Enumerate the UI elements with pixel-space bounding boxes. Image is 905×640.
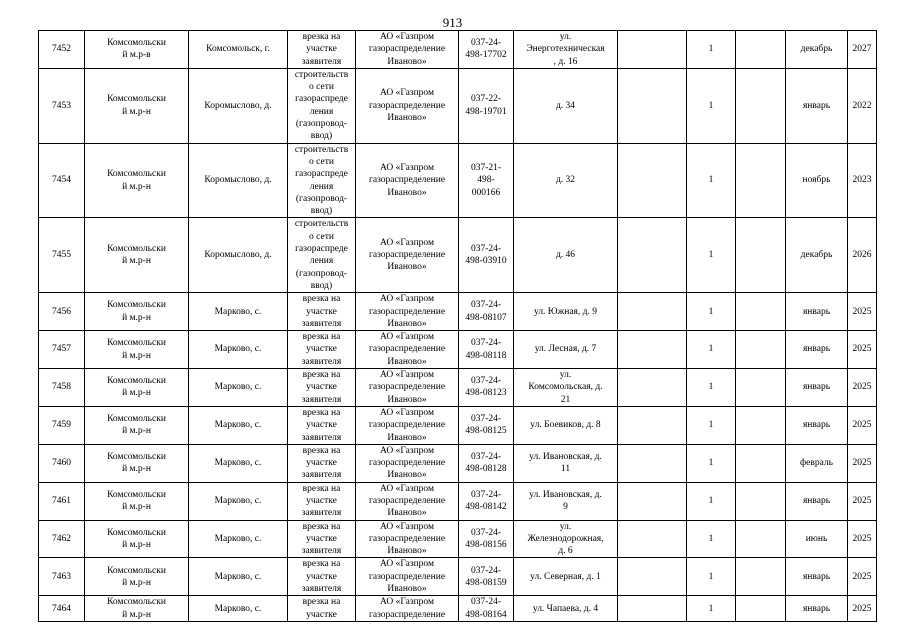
table-row [39,369,877,407]
registry-table [38,30,877,622]
district-cell: Комсомольски й м.р-н [85,596,189,622]
quantity-cell: 1 [687,143,736,218]
month-cell: январь [786,482,848,520]
empty-cell [736,331,786,369]
empty-cell [618,482,687,520]
application-code-cell: 037-22- 498-19701 [459,68,514,143]
application-code-cell: 037-24- 498-08123 [459,369,514,407]
organization-cell: АО «Газпром газораспределение Иваново» [356,520,459,558]
quantity-cell: 1 [687,596,736,622]
address-cell: д. 34 [514,68,618,143]
quantity-cell: 1 [687,31,736,69]
month-cell: январь [786,558,848,596]
year-cell: 2025 [848,520,877,558]
month-cell: январь [786,596,848,622]
connection-method-cell: врезка на участке заявителя [288,520,356,558]
empty-cell [736,369,786,407]
address-cell: ул. Северная, д. 1 [514,558,618,596]
empty-cell [618,596,687,622]
district-cell: Комсомольски й м.р-в [85,31,189,69]
application-code-cell: 037-24- 498-08107 [459,293,514,331]
district-cell: Комсомольски й м.р-н [85,331,189,369]
address-cell: д. 46 [514,218,618,293]
organization-cell: АО «Газпром газораспределение Иваново» [356,558,459,596]
district-cell: Комсомольски й м.р-н [85,406,189,444]
locality-cell: Марково, с. [189,293,288,331]
year-cell: 2027 [848,31,877,69]
table-row [39,31,877,69]
empty-cell [736,31,786,69]
organization-cell: АО «Газпром газораспределение Иваново» [356,482,459,520]
table-body [39,31,877,622]
connection-method-cell: строительств о сети газораспреде ления (газопровод- ввод) [288,218,356,293]
empty-cell [736,558,786,596]
empty-cell [618,218,687,293]
table-row [39,68,877,143]
district-cell: Комсомольски й м.р-н [85,68,189,143]
table-row [39,218,877,293]
locality-cell: Марково, с. [189,444,288,482]
address-cell: ул. Южная, д. 9 [514,293,618,331]
month-cell: декабрь [786,218,848,293]
connection-method-cell: врезка на участке [288,596,356,622]
row-number-cell: 7454 [39,143,85,218]
connection-method-cell: врезка на участке заявителя [288,482,356,520]
locality-cell: Марково, с. [189,520,288,558]
locality-cell: Коромыслово, д. [189,143,288,218]
year-cell: 2025 [848,331,877,369]
row-number-cell: 7453 [39,68,85,143]
table-row [39,293,877,331]
organization-cell: АО «Газпром газораспределение Иваново» [356,331,459,369]
row-number-cell: 7459 [39,406,85,444]
year-cell: 2025 [848,482,877,520]
district-cell: Комсомольски й м.р-н [85,482,189,520]
year-cell: 2025 [848,369,877,407]
locality-cell: Марково, с. [189,406,288,444]
organization-cell: АО «Газпром газораспределение Иваново» [356,218,459,293]
connection-method-cell: врезка на участке заявителя [288,558,356,596]
quantity-cell: 1 [687,406,736,444]
organization-cell: АО «Газпром газораспределение Иваново» [356,369,459,407]
empty-cell [736,482,786,520]
row-number-cell: 7462 [39,520,85,558]
month-cell: февраль [786,444,848,482]
table-row [39,406,877,444]
district-cell: Комсомольски й м.р-н [85,444,189,482]
empty-cell [618,331,687,369]
application-code-cell: 037-24- 498-08164 [459,596,514,622]
organization-cell: АО «Газпром газораспределение Иваново» [356,68,459,143]
organization-cell: АО «Газпром газораспределение Иваново» [356,444,459,482]
district-cell: Комсомольски й м.р-н [85,218,189,293]
row-number-cell: 7464 [39,596,85,622]
address-cell: ул. Железнодорожная, д. 6 [514,520,618,558]
quantity-cell: 1 [687,520,736,558]
organization-cell: АО «Газпром газораспределение Иваново» [356,293,459,331]
month-cell: январь [786,331,848,369]
locality-cell: Марково, с. [189,369,288,407]
district-cell: Комсомольски й м.р-н [85,293,189,331]
empty-cell [618,293,687,331]
empty-cell [736,406,786,444]
empty-cell [618,369,687,407]
empty-cell [618,143,687,218]
address-cell: ул. Чапаева, д. 4 [514,596,618,622]
connection-method-cell: врезка на участке заявителя [288,293,356,331]
address-cell: ул. Энерготехническая , д. 16 [514,31,618,69]
locality-cell: Марково, с. [189,331,288,369]
row-number-cell: 7463 [39,558,85,596]
locality-cell: Марково, с. [189,482,288,520]
table-row [39,143,877,218]
year-cell: 2025 [848,596,877,622]
application-code-cell: 037-24- 498-03910 [459,218,514,293]
application-code-cell: 037-24- 498-17702 [459,31,514,69]
empty-cell [618,406,687,444]
quantity-cell: 1 [687,482,736,520]
address-cell: ул. Ивановская, д. 9 [514,482,618,520]
month-cell: январь [786,406,848,444]
locality-cell: Марково, с. [189,596,288,622]
application-code-cell: 037-24- 498-08125 [459,406,514,444]
quantity-cell: 1 [687,444,736,482]
application-code-cell: 037-24- 498-08128 [459,444,514,482]
locality-cell: Марково, с. [189,558,288,596]
organization-cell: АО «Газпром газораспределение [356,596,459,622]
month-cell: январь [786,68,848,143]
row-number-cell: 7457 [39,331,85,369]
table-row [39,558,877,596]
empty-cell [618,444,687,482]
district-cell: Комсомольски й м.р-н [85,143,189,218]
application-code-cell: 037-24- 498-08159 [459,558,514,596]
month-cell: декабрь [786,31,848,69]
application-code-cell: 037-21- 498- 000166 [459,143,514,218]
organization-cell: АО «Газпром газораспределение Иваново» [356,143,459,218]
quantity-cell: 1 [687,369,736,407]
row-number-cell: 7456 [39,293,85,331]
table-row [39,596,877,622]
empty-cell [736,218,786,293]
month-cell: июнь [786,520,848,558]
year-cell: 2023 [848,143,877,218]
quantity-cell: 1 [687,293,736,331]
table-row [39,482,877,520]
connection-method-cell: врезка на участке заявителя [288,331,356,369]
row-number-cell: 7461 [39,482,85,520]
row-number-cell: 7458 [39,369,85,407]
year-cell: 2025 [848,558,877,596]
connection-method-cell: врезка на участке заявителя [288,406,356,444]
year-cell: 2026 [848,218,877,293]
row-number-cell: 7455 [39,218,85,293]
connection-method-cell: строительств о сети газораспреде ления (газопровод- ввод) [288,143,356,218]
district-cell: Комсомольски й м.р-н [85,369,189,407]
application-code-cell: 037-24- 498-08156 [459,520,514,558]
year-cell: 2025 [848,293,877,331]
application-code-cell: 037-24- 498-08118 [459,331,514,369]
quantity-cell: 1 [687,218,736,293]
empty-cell [736,520,786,558]
address-cell: ул. Лесная, д. 7 [514,331,618,369]
address-cell: ул. Боевиков, д. 8 [514,406,618,444]
year-cell: 2025 [848,444,877,482]
application-code-cell: 037-24- 498-08142 [459,482,514,520]
empty-cell [736,68,786,143]
connection-method-cell: врезка на участке заявителя [288,369,356,407]
connection-method-cell: строительств о сети газораспреде ления (газопровод- ввод) [288,68,356,143]
table-row [39,331,877,369]
connection-method-cell: врезка на участке заявителя [288,31,356,69]
quantity-cell: 1 [687,68,736,143]
organization-cell: АО «Газпром газораспределение Иваново» [356,31,459,69]
empty-cell [618,31,687,69]
empty-cell [736,293,786,331]
locality-cell: Коромыслово, д. [189,218,288,293]
quantity-cell: 1 [687,558,736,596]
row-number-cell: 7460 [39,444,85,482]
page-number: 913 [442,15,463,30]
address-cell: д. 32 [514,143,618,218]
table-row [39,520,877,558]
locality-cell: Комсомольск, г. [189,31,288,69]
address-cell: ул. Ивановская, д. 11 [514,444,618,482]
empty-cell [736,444,786,482]
empty-cell [736,143,786,218]
district-cell: Комсомольски й м.р-н [85,558,189,596]
locality-cell: Коромыслово, д. [189,68,288,143]
table-row [39,444,877,482]
month-cell: январь [786,293,848,331]
month-cell: ноябрь [786,143,848,218]
empty-cell [736,596,786,622]
empty-cell [618,520,687,558]
empty-cell [618,68,687,143]
year-cell: 2022 [848,68,877,143]
organization-cell: АО «Газпром газораспределение Иваново» [356,406,459,444]
empty-cell [618,558,687,596]
year-cell: 2025 [848,406,877,444]
month-cell: январь [786,369,848,407]
row-number-cell: 7452 [39,31,85,69]
district-cell: Комсомольски й м.р-н [85,520,189,558]
connection-method-cell: врезка на участке заявителя [288,444,356,482]
quantity-cell: 1 [687,331,736,369]
address-cell: ул. Комсомольская, д. 21 [514,369,618,407]
